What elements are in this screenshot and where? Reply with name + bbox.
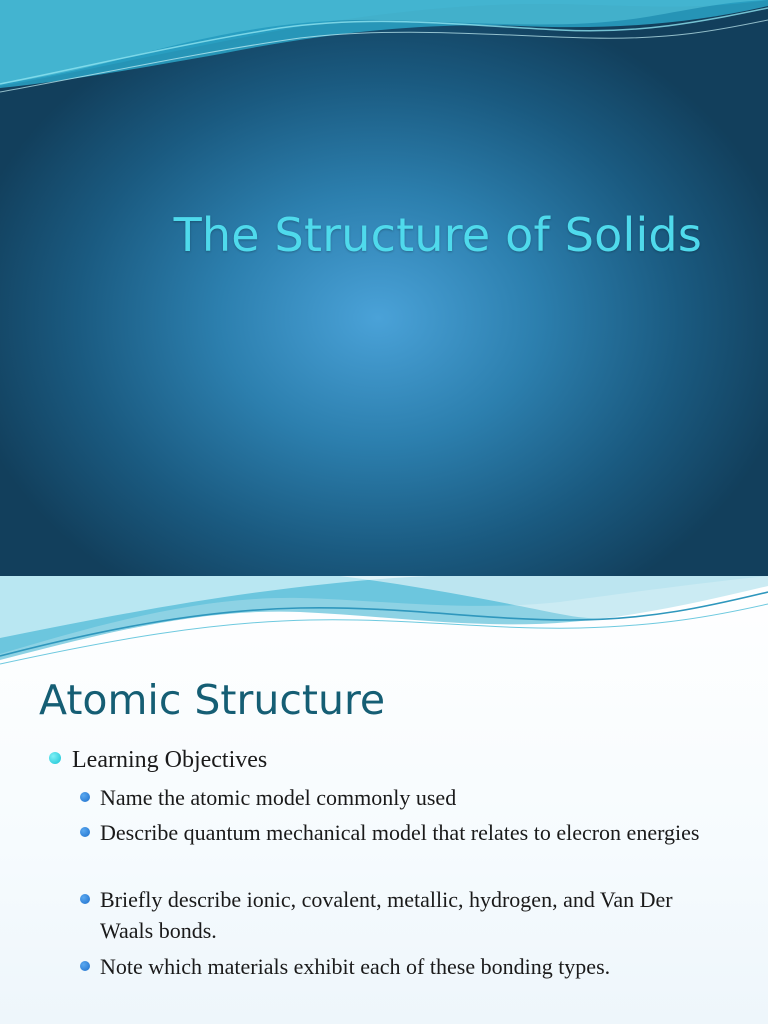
header-wave-graphic — [0, 576, 768, 676]
bullet-dot-icon — [80, 792, 90, 802]
bullet-dot-icon — [80, 827, 90, 837]
bullet-dot-icon — [80, 961, 90, 971]
bullet-item — [100, 817, 700, 848]
slide-title: The Structure of Solids — [173, 208, 702, 262]
content-slide — [0, 576, 768, 1024]
slide-title: Atomic Structure — [39, 676, 386, 724]
bullet-item: Name the atomic model commonly used — [100, 785, 457, 810]
bullet-dot-icon — [49, 752, 61, 764]
bullet-item: Learning Objectives — [72, 747, 268, 773]
bullet-item: Briefly describe ionic, covalent, metallic, hydrogen, and Van Der Waals bonds. — [100, 887, 673, 943]
bullet-item-text: Describe quantum mechanical model that relates to elecron energies — [100, 820, 700, 845]
header-wave-graphic — [0, 0, 768, 110]
bullet-dot-icon — [80, 894, 90, 904]
bullet-item: Note which materials exhibit each of these bonding types. — [100, 954, 611, 979]
